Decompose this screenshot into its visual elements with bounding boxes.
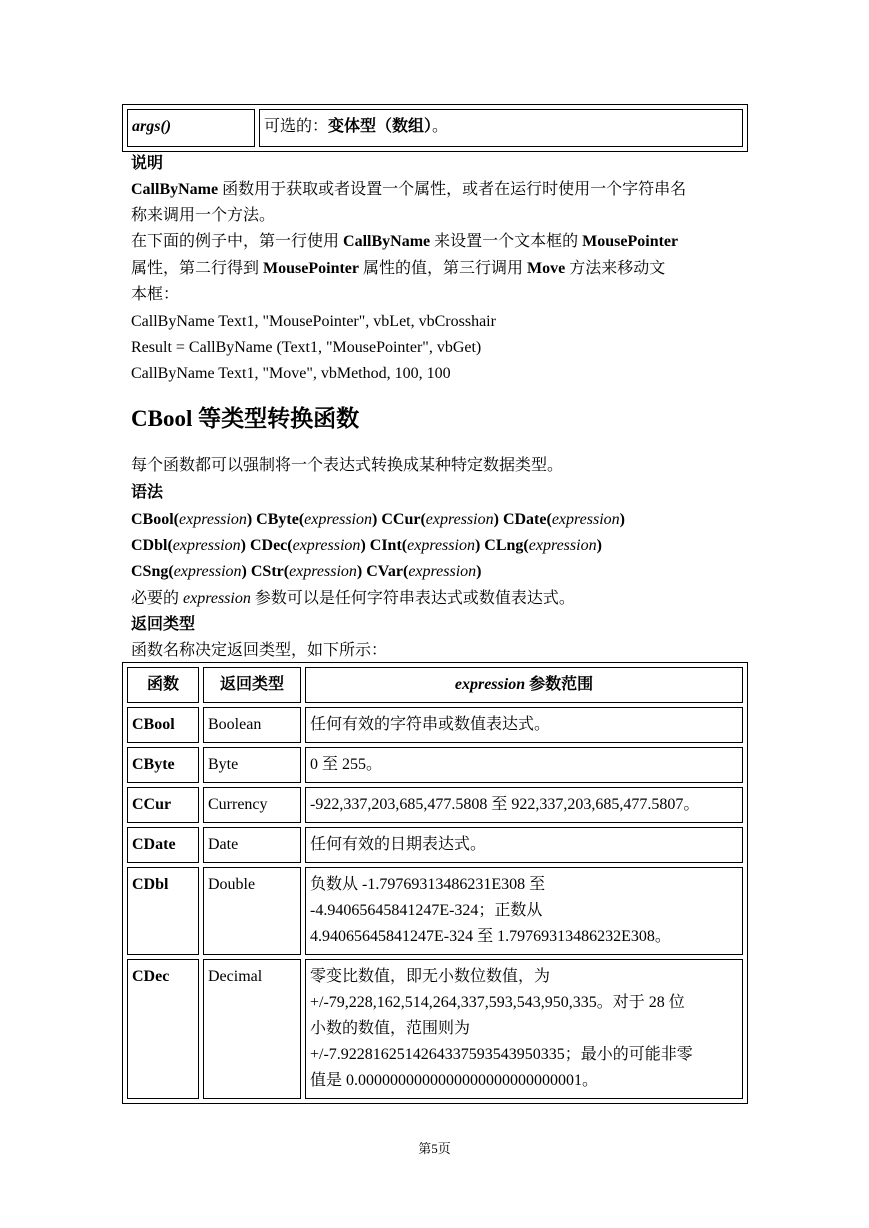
range-line: 值是 0.0000000000000000000000000001。: [310, 1072, 599, 1089]
syntax-segment: ) CLng(: [474, 537, 529, 554]
syntax-segment: expression: [289, 563, 357, 580]
table-row: [127, 827, 743, 863]
table-row: [127, 787, 743, 823]
table-row: [127, 867, 743, 955]
syntax-segment: ): [476, 563, 482, 580]
syntax-segment: expression: [408, 563, 477, 580]
callbyname-bold: CallByName: [131, 181, 219, 198]
cell-range: [305, 867, 743, 955]
args-name-cell: [127, 109, 255, 147]
t: MousePointer: [582, 233, 679, 250]
range-line: 任何有效的日期表达式。: [310, 836, 487, 853]
syntax-segment: expression: [292, 537, 361, 554]
cell-func: CDec: [127, 959, 199, 1099]
t: 在下面的例子中，第一行使用: [131, 233, 344, 250]
syntax-segment: expression: [173, 563, 242, 580]
t: 来设置一个文本框的: [430, 233, 583, 250]
cell-range: [305, 787, 743, 823]
remarks-p3: [131, 256, 665, 282]
cell-range: [305, 827, 743, 863]
syntax-segment: ) CInt(: [360, 537, 408, 554]
t: MousePointer: [263, 260, 359, 277]
t: 参数可以是任何字符串表达式或数值表达式。: [250, 590, 575, 607]
cell-func: CByte: [127, 747, 199, 783]
range-line: 小数的数值，范围则为: [310, 1020, 471, 1037]
range-line: +/-7.9228162514264337593543950335；最小的可能非零: [310, 1046, 693, 1063]
args-desc-bold: 变体型（数组）: [328, 118, 433, 135]
args-table: [122, 104, 748, 152]
required-arg-line: [131, 586, 575, 612]
args-desc-cell: [259, 109, 743, 147]
cell-ret: Currency: [203, 787, 301, 823]
remarks-p1: [131, 177, 686, 203]
range-line: 负数从 -1.79769313486231E308 至: [310, 876, 546, 893]
syntax-segment: CSng(: [131, 563, 174, 580]
cell-range: [305, 707, 743, 743]
remarks-p2: [131, 229, 678, 255]
remarks-p1-text: 函数用于获取或者设置一个属性，或者在运行时使用一个字符串名: [218, 181, 687, 198]
cell-ret: Double: [203, 867, 301, 955]
syntax-segment: ) CCur(: [372, 511, 426, 528]
syntax-segment: ) CVar(: [356, 563, 409, 580]
page-number: 第5页: [418, 1141, 451, 1156]
syntax-heading: 语法: [131, 484, 164, 501]
header-range: [305, 667, 743, 703]
range-line: +/-79,228,162,514,264,337,593,543,950,335。对于 28 位: [310, 994, 685, 1011]
code-line-2: Result = CallByName (Text1, "MousePointer", vbGet): [131, 339, 482, 356]
args-desc-prefix: 可选的：: [264, 118, 329, 135]
section-intro: 每个函数都可以强制将一个表达式转换成某种特定数据类型。: [131, 457, 564, 474]
conversion-table: [122, 662, 748, 1104]
remarks-heading: 说明: [131, 155, 164, 172]
range-line: 0 至 255。: [310, 756, 383, 773]
range-line: 4.94065645841247E-324 至 1.79769313486232E308。: [310, 928, 671, 945]
syntax-segment: expression: [407, 537, 475, 554]
table-header-row: [127, 667, 743, 703]
return-intro: 函数名称决定返回类型，如下所示：: [131, 642, 388, 659]
syntax-line-2: [131, 533, 602, 559]
args-desc-suffix: 。: [432, 118, 449, 135]
t: CallByName: [343, 233, 431, 250]
header-ret: 返回类型: [203, 667, 301, 703]
cell-ret: Date: [203, 827, 301, 863]
code-line-1: CallByName Text1, "MousePointer", vbLet, vbCrosshair: [131, 313, 496, 330]
t: Move: [527, 260, 566, 277]
cell-func: CDate: [127, 827, 199, 863]
range-line: 零变比数值，即无小数位数值，为: [310, 968, 551, 985]
cell-func: CBool: [127, 707, 199, 743]
syntax-segment: ): [596, 537, 602, 554]
cell-range: [305, 959, 743, 1099]
syntax-segment: expression: [551, 511, 620, 528]
t: 属性，第二行得到: [131, 260, 264, 277]
cell-ret: Boolean: [203, 707, 301, 743]
table-row: [127, 959, 743, 1099]
syntax-segment: CBool(: [131, 511, 179, 528]
syntax-segment: CDbl(: [131, 537, 173, 554]
syntax-segment: ) CDate(: [493, 511, 552, 528]
t: 参数范围: [525, 676, 594, 693]
syntax-segment: expression: [528, 537, 597, 554]
syntax-segment: ) CByte(: [246, 511, 305, 528]
table-row: [127, 747, 743, 783]
cell-func: CCur: [127, 787, 199, 823]
header-func: 函数: [127, 667, 199, 703]
remarks-p4: 本框：: [131, 286, 180, 303]
syntax-segment: ) CDec(: [240, 537, 293, 554]
cell-range: [305, 747, 743, 783]
t: 必要的: [131, 590, 184, 607]
return-heading: 返回类型: [131, 616, 196, 633]
syntax-segment: expression: [172, 537, 241, 554]
cell-func: CDbl: [127, 867, 199, 955]
syntax-segment: expression: [179, 511, 247, 528]
syntax-segment: expression: [304, 511, 372, 528]
t: 方法来移动文: [565, 260, 666, 277]
syntax-segment: ): [619, 511, 625, 528]
section-title: CBool 等类型转换函数: [131, 406, 360, 431]
remarks-p1b: 称来调用一个方法。: [131, 207, 276, 224]
syntax-segment: ) CStr(: [241, 563, 290, 580]
range-line: 任何有效的字符串或数值表达式。: [310, 716, 551, 733]
syntax-line-3: [131, 559, 482, 585]
range-line: -922,337,203,685,477.5808 至 922,337,203,685,477.5807。: [310, 796, 700, 813]
cell-ret: Decimal: [203, 959, 301, 1099]
args-name: args(): [132, 118, 172, 135]
t: expression: [183, 590, 251, 607]
t: 属性的值，第三行调用: [359, 260, 528, 277]
range-line: -4.94065645841247E-324；正数从: [310, 902, 543, 919]
table-row: [127, 707, 743, 743]
syntax-segment: expression: [425, 511, 494, 528]
code-line-3: CallByName Text1, "Move", vbMethod, 100, 100: [131, 365, 451, 382]
t: expression: [454, 676, 526, 693]
cell-ret: Byte: [203, 747, 301, 783]
syntax-line-1: [131, 507, 625, 533]
